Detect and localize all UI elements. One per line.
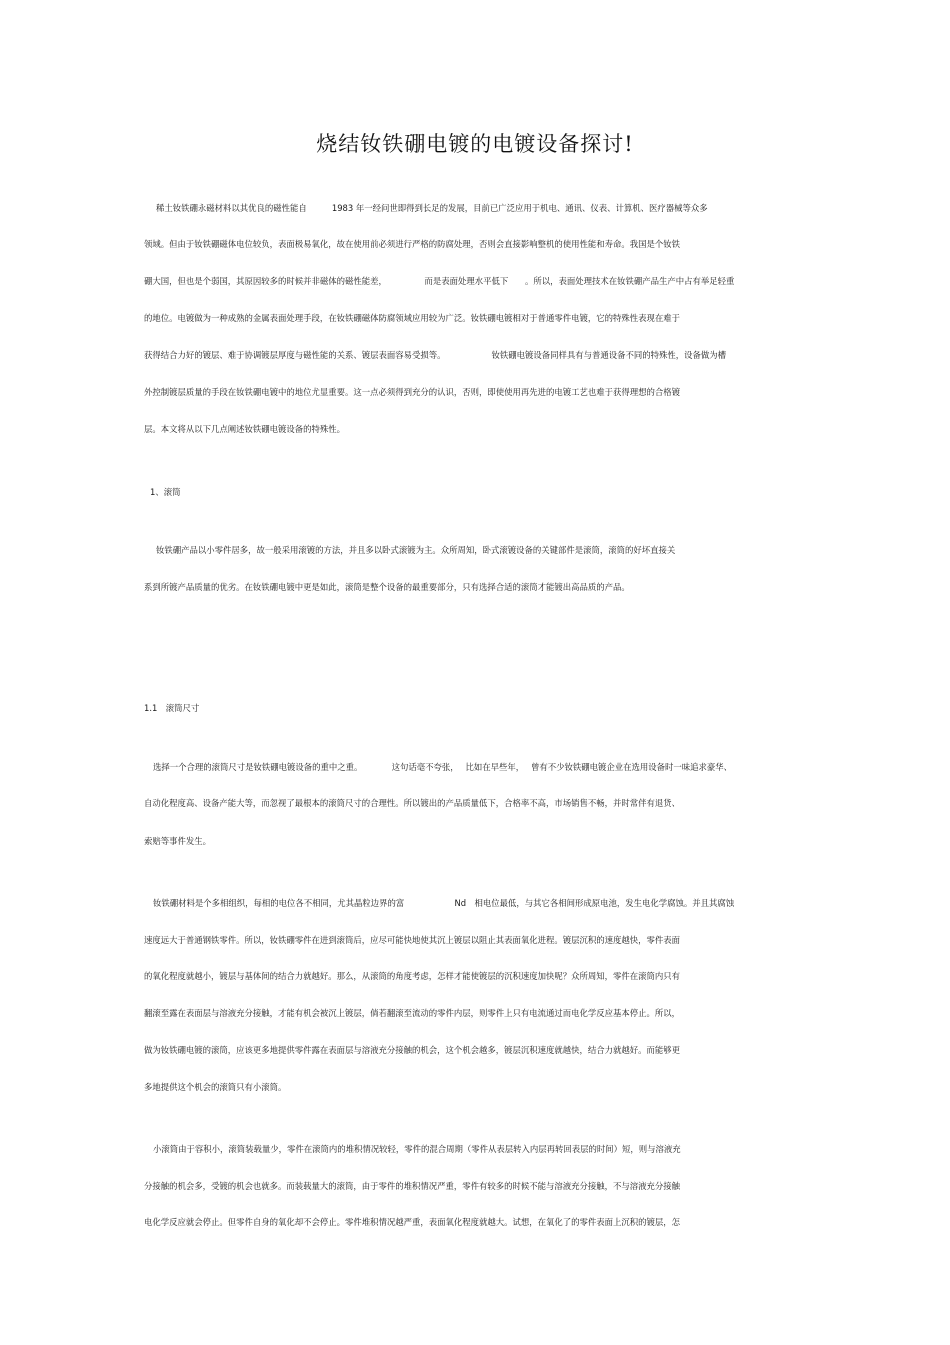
s11-p3-line-2: 分接触的机会多，受镀的机会也就多。而装载量大的滚筒，由于零件的堆积情况严重，零件有较多的时候不能与溶液充分接触，不与溶液充分接触 xyxy=(144,1181,680,1191)
s11-p3-line-1: 小滚筒由于容积小，滚筒装载量少，零件在滚筒内的堆积情况较轻，零件的混合周期（零件从表层转入内层再转回表层的时间）短，则与溶液充 xyxy=(153,1144,681,1154)
section-1-heading: 1、滚筒 xyxy=(150,487,181,497)
document-title: 烧结钕铁硼电镀的电镀设备探讨! xyxy=(316,132,634,156)
section-1-line-1: 钕铁硼产品以小零件居多，故一般采用滚镀的方法，并且多以卧式滚镀为主。众所周知，卧式滚镀设备的关键部件是滚筒，滚筒的好坏直接关 xyxy=(156,545,676,555)
intro-line-5: 获得结合力好的镀层、难于协调镀层厚度与磁性能的关系、镀层表面容易受损等。 钕铁硼电镀设备同样具有与普通设备不同的特殊性，设备做为槽 xyxy=(144,350,727,360)
section-1-1-heading: 1.1 滚筒尺寸 xyxy=(144,703,200,713)
s11-p2-line-1: 钕铁硼材料是个多相组织，每相的电位各不相同，尤其晶粒边界的富 Nd 相电位最低，与其它各相间形成原电池，发生电化学腐蚀。并且其腐蚀 xyxy=(153,898,735,908)
s11-p1-line-3: 索赔等事件发生。 xyxy=(144,836,211,846)
s11-p3-line-3: 电化学反应就会停止。但零件自身的氧化却不会停止。零件堆积情况越严重，表面氧化程度就越大。试想，在氧化了的零件表面上沉积的镀层，怎 xyxy=(144,1217,680,1227)
s11-p1-line-1: 选择一个合理的滚筒尺寸是钕铁硼电镀设备的重中之重。 这句话毫不夸张， 比如在早些年， 曾有不少钕铁硼电镀企业在选用设备时一味追求豪华、 xyxy=(153,762,732,772)
s11-p1-line-2: 自动化程度高、设备产能大等，而忽视了最根本的滚筒尺寸的合理性。所以镀出的产品质量低下，合格率不高，市场销售不畅，并时常伴有退货、 xyxy=(144,798,680,808)
s11-p2-line-4: 翻滚至露在表面层与溶液充分接触，才能有机会被沉上镀层，倘若翻滚至流动的零件内层，则零件上只有电流通过而电化学反应基本停止。所以， xyxy=(144,1008,680,1018)
s11-p2-line-5: 做为钕铁硼电镀的滚筒，应该更多地提供零件露在表面层与溶液充分接触的机会，这个机会越多，镀层沉积速度就越快，结合力就越好。而能够更 xyxy=(144,1045,680,1055)
intro-line-3: 硼大国，但也是个弱国，其原因较多的时候并非磁体的磁性能差， 而是表面处理水平低下 。所以，表面处理技术在钕铁硼产品生产中占有举足轻重 xyxy=(144,276,735,286)
s11-p2-line-3: 的氧化程度就越小，镀层与基体间的结合力就越好。那么，从滚筒的角度考虑，怎样才能使镀层的沉积速度加快呢？众所周知，零件在滚筒内只有 xyxy=(144,971,680,981)
s11-p2-line-6: 多地提供这个机会的滚筒只有小滚筒。 xyxy=(144,1082,287,1092)
intro-line-6: 外控制镀层质量的手段在钕铁硼电镀中的地位尤显重要。这一点必须得到充分的认识，否则，即使使用再先进的电镀工艺也难于获得理想的合格镀 xyxy=(144,387,680,397)
intro-line-4: 的地位。电镀做为一种成熟的金属表面处理手段，在钕铁硼磁体防腐领域应用较为广泛。钕铁硼电镀相对于普通零件电镀，它的特殊性表现在难于 xyxy=(144,313,680,323)
s11-p2-line-2: 速度远大于普通钢铁零件。所以，钕铁硼零件在进到滚筒后，应尽可能快地使其沉上镀层以阻止其表面氧化进程。镀层沉积的速度越快，零件表面 xyxy=(144,935,680,945)
intro-line-1: 稀土钕铁硼永磁材料以其优良的磁性能自 1983 年一经问世即得到长足的发展，目前已广泛应用于机电、通讯、仪表、计算机、医疗器械等众多 xyxy=(156,203,708,213)
intro-line-2: 领域。但由于钕铁硼磁体电位较负，表面极易氧化，故在使用前必须进行严格的防腐处理，否则会直接影响整机的使用性能和寿命。我国是个钕铁 xyxy=(144,239,680,249)
section-1-line-2: 系到所镀产品质量的优劣。在钕铁硼电镀中更是如此，滚筒是整个设备的最重要部分，只有选择合适的滚筒才能镀出高品质的产品。 xyxy=(144,582,630,592)
intro-line-7: 层。本文将从以下几点阐述钕铁硼电镀设备的特殊性。 xyxy=(144,424,345,434)
